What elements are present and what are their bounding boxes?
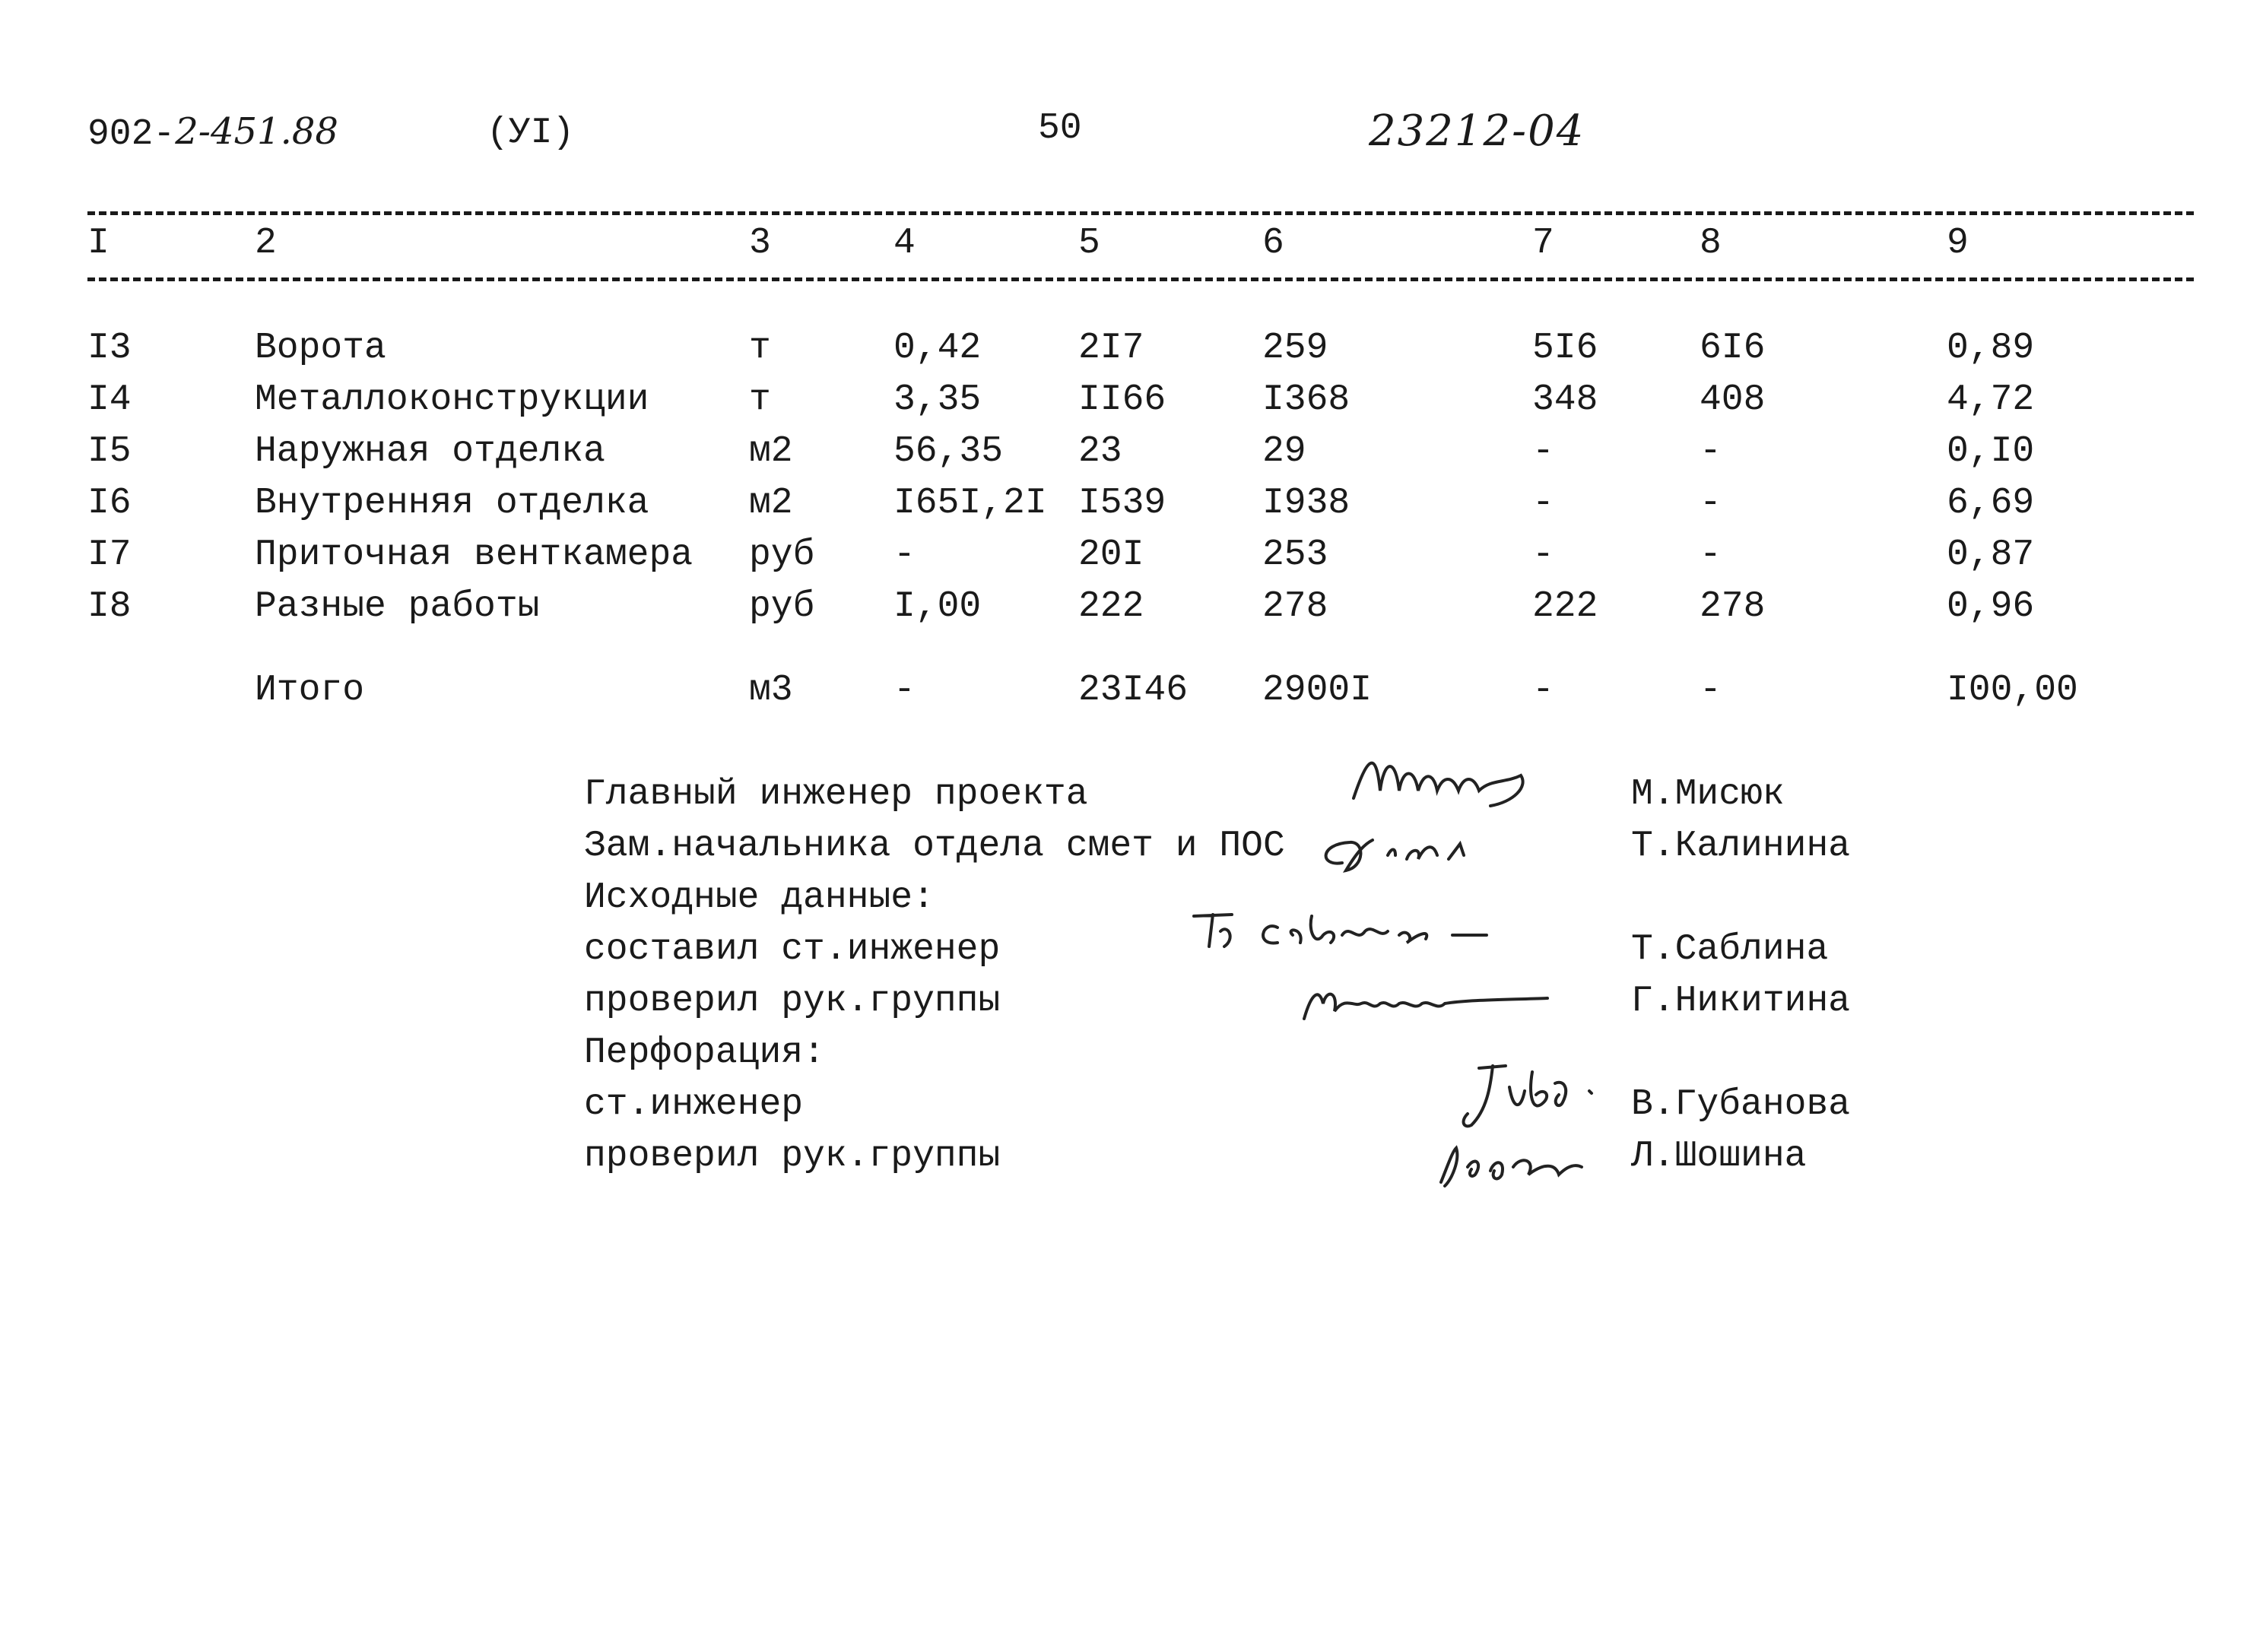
percent: 4,72 [1947, 379, 2035, 420]
col-header-7: 7 [1532, 223, 1554, 264]
total-col7: - [1532, 670, 1554, 711]
quantity: I,00 [893, 586, 982, 627]
table-top-divider [87, 211, 2194, 215]
percent: 0,96 [1947, 586, 2035, 627]
total-col8: - [1700, 670, 1722, 711]
col-header-4: 4 [893, 223, 916, 264]
unit: руб [749, 586, 815, 627]
value-col7: - [1532, 483, 1554, 524]
value-col5: 2I7 [1078, 328, 1144, 369]
value-col7: 5I6 [1532, 328, 1598, 369]
value-col5: 20I [1078, 534, 1144, 576]
total-unit: м3 [749, 670, 793, 711]
percent: 6,69 [1947, 483, 2035, 524]
document-number: 23212-04 [1369, 106, 1585, 156]
signature-shoshina [1430, 1133, 1597, 1194]
item-name: Внутренняя отделка [255, 483, 649, 524]
col-header-9: 9 [1947, 223, 1969, 264]
value-col7: 348 [1532, 379, 1598, 420]
signature-role: Главный инженер проекта [584, 774, 1088, 815]
row-number: I7 [87, 534, 132, 576]
value-col5: 222 [1078, 586, 1144, 627]
quantity: - [893, 534, 916, 576]
row-number: I5 [87, 431, 132, 472]
value-col5: I539 [1078, 483, 1166, 524]
percent: 0,87 [1947, 534, 2035, 576]
value-col8: 6I6 [1700, 328, 1766, 369]
value-col8: - [1700, 534, 1722, 576]
total-col5: 23I46 [1078, 670, 1189, 711]
value-col6: I938 [1262, 483, 1350, 524]
item-name: Ворота [255, 328, 386, 369]
project-code-prefix: 902- [87, 114, 176, 155]
value-col7: 222 [1532, 586, 1598, 627]
total-percent: I00,00 [1947, 670, 2078, 711]
signatory-name: Л.Шошина [1631, 1136, 1807, 1177]
unit: м2 [749, 431, 793, 472]
project-code-handwritten: 2-451.88 [175, 110, 338, 153]
value-col6: 253 [1262, 534, 1328, 576]
col-header-5: 5 [1078, 223, 1100, 264]
row-number: I8 [87, 586, 132, 627]
signatory-name: М.Мисюк [1631, 774, 1785, 815]
value-col8: 278 [1700, 586, 1766, 627]
quantity: 3,35 [893, 379, 982, 420]
value-col6: 29 [1262, 431, 1306, 472]
signature-sablina [1186, 901, 1506, 962]
signature-nikitina [1293, 977, 1559, 1030]
col-header-1: I [87, 223, 110, 264]
value-col5: 23 [1078, 431, 1122, 472]
percent: 0,I0 [1947, 431, 2035, 472]
value-col8: - [1700, 483, 1722, 524]
item-name: Металлоконструкции [255, 379, 649, 420]
signature-role: проверил рук.группы [584, 981, 1001, 1022]
col-header-8: 8 [1700, 223, 1722, 264]
item-name: Наружная отделка [255, 431, 605, 472]
col-header-3: 3 [749, 223, 771, 264]
signature-misyuk [1338, 745, 1566, 821]
unit: т [749, 379, 771, 420]
signature-role: составил ст.инженер [584, 929, 1001, 970]
row-number: I6 [87, 483, 132, 524]
signatory-name: Т.Калинина [1631, 826, 1851, 867]
signatory-name: В.Губанова [1631, 1084, 1851, 1125]
value-col7: - [1532, 534, 1554, 576]
signature-gubanova [1449, 1057, 1601, 1140]
signature-role: ст.инженер [584, 1084, 804, 1125]
value-col6: I368 [1262, 379, 1350, 420]
quantity: 56,35 [893, 431, 1004, 472]
table-header-divider [87, 277, 2194, 281]
signature-section-title: Перфорация: [584, 1032, 825, 1073]
total-quantity: - [893, 670, 916, 711]
signatory-name: Т.Саблина [1631, 929, 1829, 970]
value-col6: 259 [1262, 328, 1328, 369]
quantity: 0,42 [893, 328, 982, 369]
total-label: Итого [255, 670, 365, 711]
signature-kalinina [1312, 821, 1509, 889]
item-name: Разные работы [255, 586, 540, 627]
unit: т [749, 328, 771, 369]
sheet-volume: (УI) [487, 113, 575, 154]
col-header-2: 2 [255, 223, 277, 264]
signature-role: Зам.начальника отдела смет и ПОС [584, 826, 1285, 867]
total-col6: 2900I [1262, 670, 1373, 711]
value-col5: II66 [1078, 379, 1166, 420]
signatory-name: Г.Никитина [1631, 981, 1851, 1022]
value-col6: 278 [1262, 586, 1328, 627]
quantity: I65I,2I [893, 483, 1047, 524]
unit: руб [749, 534, 815, 576]
signature-role: проверил рук.группы [584, 1136, 1001, 1177]
percent: 0,89 [1947, 328, 2035, 369]
col-header-6: 6 [1262, 223, 1284, 264]
value-col7: - [1532, 431, 1554, 472]
row-number: I3 [87, 328, 132, 369]
value-col8: 408 [1700, 379, 1766, 420]
signature-section-title: Исходные данные: [584, 877, 935, 918]
unit: м2 [749, 483, 793, 524]
row-number: I4 [87, 379, 132, 420]
item-name: Приточная венткамера [255, 534, 694, 576]
value-col8: - [1700, 431, 1722, 472]
page-number: 50 [1038, 108, 1082, 149]
project-code [87, 110, 338, 155]
